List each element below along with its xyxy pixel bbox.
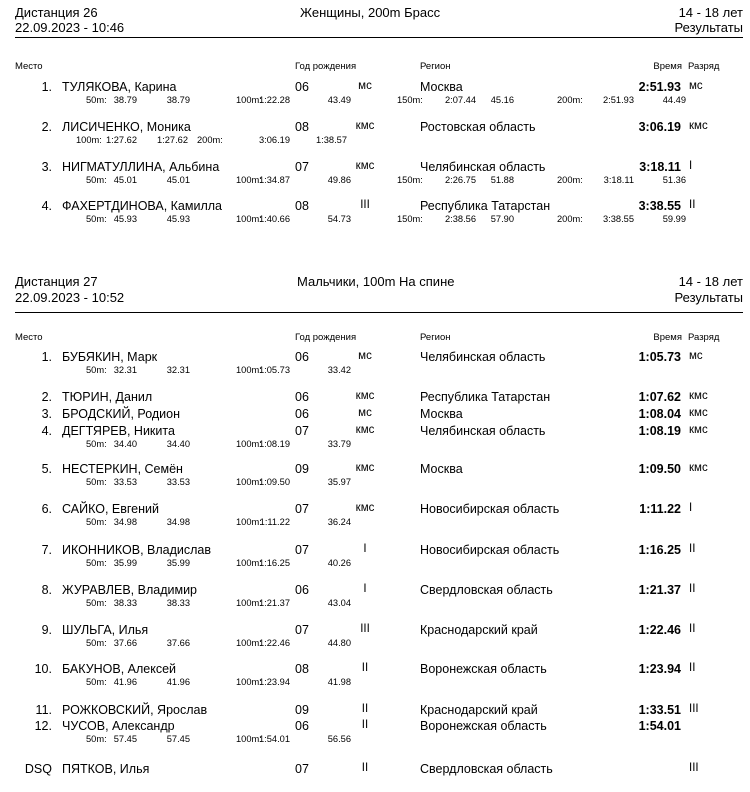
category: III	[360, 199, 370, 211]
category: кмс	[355, 160, 375, 172]
distance-title: Дистанция 27	[15, 274, 98, 289]
result-row	[0, 160, 750, 190]
split-value: 43.04	[327, 598, 351, 608]
col-rank: Разряд	[688, 61, 720, 72]
split-value: 33.53	[166, 477, 190, 487]
split-value: 1:21.37	[258, 598, 290, 608]
finish-time: 1:33.51	[638, 703, 681, 717]
col-birth-year: Год рождения	[295, 332, 357, 343]
split-value: 38.79	[113, 95, 137, 105]
birth-year: 08	[295, 120, 309, 134]
place: 4.	[41, 199, 52, 213]
split-value: 41.98	[327, 677, 351, 687]
rank: кмс	[689, 424, 708, 436]
category: III	[360, 623, 370, 635]
split-value: 38.33	[166, 598, 190, 608]
split-value: 33.79	[327, 439, 351, 449]
place: 3.	[41, 407, 52, 421]
split-value: 50m:	[86, 365, 107, 375]
col-place: Место	[15, 332, 43, 343]
birth-year: 06	[295, 583, 309, 597]
rank: кмс	[689, 390, 708, 402]
region: Краснодарский край	[420, 623, 538, 637]
split-value: 45.93	[113, 214, 137, 224]
place: 8.	[41, 583, 52, 597]
results-label: Результаты	[674, 20, 743, 35]
place: 7.	[41, 543, 52, 557]
col-region: Регион	[420, 61, 451, 72]
athlete-name: ЛИСИЧЕНКО, Моника	[62, 120, 191, 134]
rank: I	[689, 502, 693, 514]
event-title: Мальчики, 100m На спине	[297, 274, 455, 289]
rank: II	[689, 623, 696, 635]
rank: III	[689, 703, 699, 715]
rank: мс	[689, 80, 703, 92]
category: мс	[358, 80, 372, 92]
place: 9.	[41, 623, 52, 637]
finish-time: 1:08.04	[638, 407, 681, 421]
split-value: 50m:	[86, 439, 107, 449]
split-value: 100m:	[236, 477, 262, 487]
birth-year: 06	[295, 407, 309, 421]
birth-year: 09	[295, 703, 309, 717]
category: кмс	[355, 424, 375, 436]
rank: II	[689, 199, 696, 211]
athlete-name: НЕСТЕРКИН, Семён	[62, 462, 183, 476]
category: II	[361, 762, 369, 774]
athlete-name: ИКОННИКОВ, Владислав	[62, 543, 212, 557]
split-value: 45.01	[166, 175, 190, 185]
split-value: 100m:	[236, 439, 262, 449]
split-value: 3:38.55	[602, 214, 634, 224]
place: 5.	[41, 462, 52, 476]
split-value: 200m:	[197, 135, 223, 145]
rank: кмс	[689, 462, 708, 474]
place: 12.	[34, 719, 52, 733]
finish-time: 1:09.50	[638, 462, 681, 476]
split-value: 34.40	[113, 439, 137, 449]
rank: III	[689, 762, 699, 774]
region: Москва	[420, 462, 463, 476]
split-value: 36.24	[327, 517, 351, 527]
athlete-name: РОЖКОВСКИЙ, Ярослав	[62, 703, 208, 717]
split-value: 51.88	[490, 175, 514, 185]
split-value: 1:08.19	[258, 439, 290, 449]
category: кмс	[355, 502, 375, 514]
split-value: 100m:	[76, 135, 102, 145]
split-value: 150m:	[397, 214, 423, 224]
result-row	[0, 199, 750, 229]
split-value: 44.49	[662, 95, 686, 105]
finish-time: 1:54.01	[638, 719, 681, 733]
split-value: 50m:	[86, 517, 107, 527]
split-value: 44.80	[327, 638, 351, 648]
region: Москва	[420, 80, 463, 94]
split-value: 54.73	[327, 214, 351, 224]
split-value: 100m:	[236, 175, 262, 185]
athlete-name: ТУЛЯКОВА, Карина	[62, 80, 177, 94]
split-value: 51.36	[662, 175, 686, 185]
split-value: 56.56	[327, 734, 351, 744]
split-value: 100m:	[236, 677, 262, 687]
split-value: 50m:	[86, 214, 107, 224]
place: 2.	[41, 390, 52, 404]
rank: кмс	[689, 407, 708, 419]
split-value: 50m:	[86, 598, 107, 608]
rank: II	[689, 662, 696, 674]
split-value: 50m:	[86, 638, 107, 648]
split-value: 37.66	[166, 638, 190, 648]
category: I	[363, 543, 367, 555]
col-birth-year: Год рождения	[295, 61, 357, 72]
region: Краснодарский край	[420, 703, 538, 717]
split-value: 50m:	[86, 175, 107, 185]
athlete-name: ЧУСОВ, Александр	[62, 719, 175, 733]
birth-year: 06	[295, 390, 309, 404]
split-value: 100m:	[236, 598, 262, 608]
athlete-name: НИГМАТУЛЛИНА, Альбина	[62, 160, 220, 174]
distance-datetime: 22.09.2023 - 10:46	[15, 20, 125, 35]
region: Свердловская область	[420, 762, 553, 776]
athlete-name: САЙКО, Евгений	[62, 502, 159, 516]
split-value: 1:54.01	[258, 734, 290, 744]
rank: II	[689, 583, 696, 595]
birth-year: 09	[295, 462, 309, 476]
split-value: 41.96	[113, 677, 137, 687]
category: II	[361, 703, 369, 715]
region: Челябинская область	[420, 424, 546, 438]
athlete-name: ФАХЕРТДИНОВА, Камилла	[62, 199, 222, 213]
rank: II	[689, 543, 696, 555]
place: 11.	[35, 703, 52, 717]
athlete-name: ПЯТКОВ, Илья	[62, 762, 150, 776]
split-value: 1:05.73	[258, 365, 290, 375]
split-value: 40.26	[327, 558, 351, 568]
split-value: 1:34.87	[258, 175, 290, 185]
athlete-name: ДЕГТЯРЕВ, Никита	[62, 424, 175, 438]
split-value: 50m:	[86, 95, 107, 105]
split-value: 35.99	[166, 558, 190, 568]
category: мс	[358, 350, 372, 362]
col-region: Регион	[420, 332, 451, 343]
split-value: 100m:	[236, 558, 262, 568]
split-value: 100m:	[236, 214, 262, 224]
split-value: 57.45	[166, 734, 190, 744]
place: 6.	[41, 502, 52, 516]
split-value: 200m:	[557, 95, 583, 105]
category: кмс	[355, 120, 375, 132]
result-row	[0, 623, 750, 653]
split-value: 50m:	[86, 734, 107, 744]
result-row	[0, 350, 750, 380]
event-title: Женщины, 200m Брасс	[300, 5, 441, 20]
split-value: 100m:	[236, 517, 262, 527]
place: DSQ	[24, 762, 52, 776]
category: II	[361, 662, 369, 674]
finish-time: 2:51.93	[638, 80, 681, 94]
header-divider	[15, 37, 743, 38]
split-value: 1:22.28	[258, 95, 290, 105]
split-value: 43.49	[327, 95, 351, 105]
finish-time: 1:21.37	[638, 583, 681, 597]
split-value: 1:27.62	[105, 135, 137, 145]
result-row	[0, 762, 750, 792]
place: 1.	[41, 80, 52, 94]
split-value: 45.16	[490, 95, 514, 105]
col-time: Время	[653, 332, 682, 343]
split-value: 3:06.19	[258, 135, 290, 145]
col-place: Место	[15, 61, 43, 72]
finish-time: 1:08.19	[638, 424, 681, 438]
birth-year: 07	[295, 623, 309, 637]
split-value: 34.98	[166, 517, 190, 527]
split-value: 35.99	[113, 558, 137, 568]
age-group: 14 - 18 лет	[678, 5, 743, 20]
category: II	[361, 719, 369, 731]
place: 2.	[41, 120, 52, 134]
split-value: 57.45	[113, 734, 137, 744]
finish-time: 3:38.55	[638, 199, 681, 213]
region: Новосибирская область	[420, 502, 560, 516]
split-value: 1:23.94	[258, 677, 290, 687]
split-value: 33.42	[327, 365, 351, 375]
split-value: 1:22.46	[258, 638, 290, 648]
split-value: 1:27.62	[156, 135, 188, 145]
birth-year: 08	[295, 199, 309, 213]
split-value: 50m:	[86, 477, 107, 487]
region: Свердловская область	[420, 583, 553, 597]
result-row	[0, 719, 750, 749]
athlete-name: ТЮРИН, Данил	[62, 390, 153, 404]
split-value: 100m:	[236, 365, 262, 375]
split-value: 100m:	[236, 95, 262, 105]
region: Челябинская область	[420, 160, 546, 174]
header-divider	[15, 312, 743, 313]
split-value: 2:38.56	[444, 214, 476, 224]
region: Новосибирская область	[420, 543, 560, 557]
split-value: 34.40	[166, 439, 190, 449]
split-value: 1:38.57	[315, 135, 347, 145]
result-row	[0, 80, 750, 110]
region: Ростовская область	[420, 120, 536, 134]
category: кмс	[355, 462, 375, 474]
split-value: 3:18.11	[603, 175, 634, 185]
split-value: 1:40.66	[258, 214, 290, 224]
result-row	[0, 424, 750, 454]
category: кмс	[355, 390, 375, 402]
birth-year: 07	[295, 502, 309, 516]
region: Воронежская область	[420, 662, 547, 676]
split-value: 1:11.22	[259, 517, 290, 527]
rank: мс	[689, 350, 703, 362]
birth-year: 08	[295, 662, 309, 676]
place: 4.	[41, 424, 52, 438]
result-row	[0, 662, 750, 692]
region: Воронежская область	[420, 719, 547, 733]
split-value: 1:16.25	[258, 558, 290, 568]
distance-datetime: 22.09.2023 - 10:52	[15, 290, 125, 305]
birth-year: 07	[295, 424, 309, 438]
result-row	[0, 462, 750, 492]
result-row	[0, 502, 750, 532]
split-value: 45.93	[166, 214, 190, 224]
finish-time: 1:22.46	[638, 623, 681, 637]
place: 3.	[41, 160, 52, 174]
result-row	[0, 583, 750, 613]
results-label: Результаты	[674, 290, 743, 305]
birth-year: 07	[295, 543, 309, 557]
place: 10.	[34, 662, 52, 676]
athlete-name: БРОДСКИЙ, Родион	[62, 407, 180, 421]
finish-time: 1:07.62	[638, 390, 681, 404]
birth-year: 06	[295, 719, 309, 733]
finish-time: 1:11.22	[639, 502, 681, 516]
birth-year: 07	[295, 762, 309, 776]
finish-time: 3:18.11	[639, 160, 681, 174]
split-value: 2:07.44	[444, 95, 476, 105]
split-value: 100m:	[236, 638, 262, 648]
finish-time: 1:23.94	[638, 662, 681, 676]
split-value: 200m:	[557, 214, 583, 224]
distance-title: Дистанция 26	[15, 5, 98, 20]
split-value: 150m:	[397, 175, 423, 185]
split-value: 200m:	[557, 175, 583, 185]
age-group: 14 - 18 лет	[678, 274, 743, 289]
split-value: 100m:	[236, 734, 262, 744]
athlete-name: БАКУНОВ, Алексей	[62, 662, 177, 676]
split-value: 59.99	[662, 214, 686, 224]
split-value: 45.01	[113, 175, 137, 185]
finish-time: 1:16.25	[638, 543, 681, 557]
split-value: 33.53	[113, 477, 137, 487]
region: Республика Татарстан	[420, 199, 551, 213]
category: I	[363, 583, 367, 595]
col-time: Время	[653, 61, 682, 72]
region: Республика Татарстан	[420, 390, 551, 404]
split-value: 49.86	[327, 175, 351, 185]
rank: I	[689, 160, 693, 172]
split-value: 32.31	[113, 365, 137, 375]
finish-time: 1:05.73	[638, 350, 681, 364]
split-value: 50m:	[86, 558, 107, 568]
split-value: 37.66	[113, 638, 137, 648]
rank: кмс	[689, 120, 708, 132]
finish-time: 3:06.19	[638, 120, 681, 134]
split-value: 2:51.93	[602, 95, 634, 105]
birth-year: 06	[295, 350, 309, 364]
split-value: 150m:	[397, 95, 423, 105]
split-value: 50m:	[86, 677, 107, 687]
category: мс	[358, 407, 372, 419]
athlete-name: БУБЯКИН, Марк	[62, 350, 158, 364]
region: Челябинская область	[420, 350, 546, 364]
athlete-name: ШУЛЬГА, Илья	[62, 623, 149, 637]
split-value: 1:09.50	[258, 477, 290, 487]
region: Москва	[420, 407, 463, 421]
birth-year: 07	[295, 160, 309, 174]
place: 1.	[41, 350, 52, 364]
split-value: 35.97	[327, 477, 351, 487]
split-value: 38.79	[166, 95, 190, 105]
birth-year: 06	[295, 80, 309, 94]
split-value: 32.31	[166, 365, 190, 375]
split-value: 57.90	[490, 214, 514, 224]
split-value: 38.33	[113, 598, 137, 608]
split-value: 2:26.75	[444, 175, 476, 185]
athlete-name: ЖУРАВЛЕВ, Владимир	[62, 583, 198, 597]
col-rank: Разряд	[688, 332, 720, 343]
split-value: 34.98	[113, 517, 137, 527]
result-row	[0, 120, 750, 150]
split-value: 41.96	[166, 677, 190, 687]
result-row	[0, 543, 750, 573]
